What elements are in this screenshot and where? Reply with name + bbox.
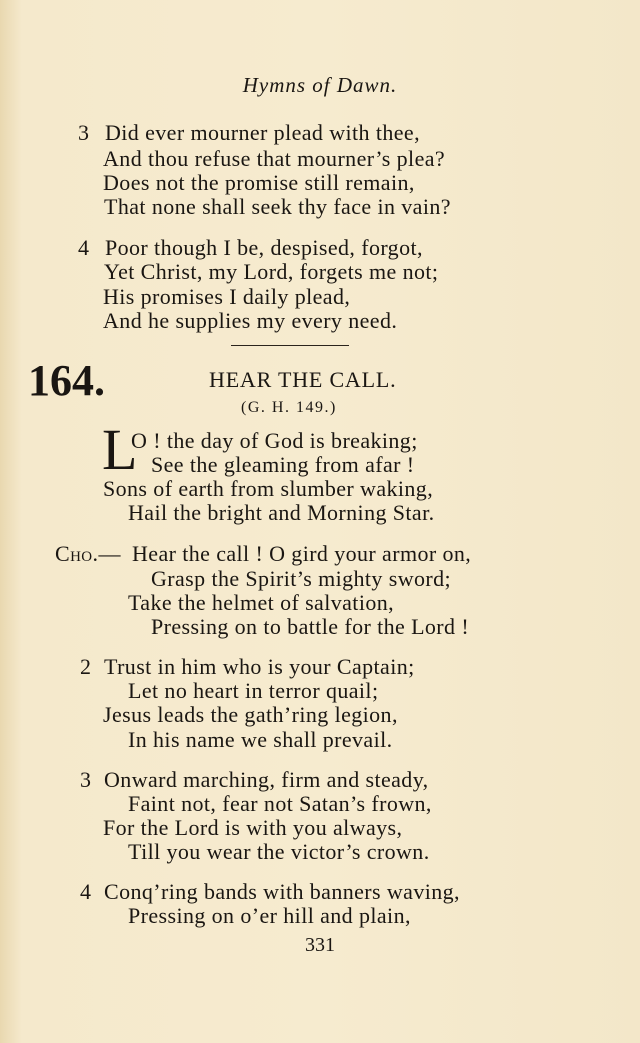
verse-number: 4 bbox=[80, 879, 91, 904]
verse-line: And he supplies my every need. bbox=[103, 308, 398, 333]
verse-line: Poor though I be, despised, forgot, bbox=[105, 235, 423, 260]
verse-line: For the Lord is with you always, bbox=[103, 815, 403, 840]
verse-line: Did ever mourner plead with thee, bbox=[105, 120, 420, 145]
verse-line: Onward marching, firm and steady, bbox=[104, 767, 429, 792]
verse-number: 4 bbox=[78, 235, 89, 260]
verse-line: In his name we shall prevail. bbox=[128, 727, 393, 752]
verse-line: Till you wear the victor’s crown. bbox=[128, 839, 430, 864]
running-head: Hymns of Dawn. bbox=[242, 73, 398, 97]
verse-line: That none shall seek thy face in vain? bbox=[104, 194, 451, 219]
verse-number: 2 bbox=[80, 654, 91, 679]
verse-line: And thou refuse that mourner’s plea? bbox=[103, 146, 446, 171]
verse-line: Hail the bright and Morning Star. bbox=[128, 500, 435, 525]
verse-line: See the gleaming from afar ! bbox=[151, 452, 415, 477]
hymn-title: HEAR THE CALL. bbox=[209, 367, 397, 392]
verse-line: Faint not, fear not Satan’s frown, bbox=[128, 791, 432, 816]
verse-line: Let no heart in terror quail; bbox=[128, 678, 379, 703]
section-divider bbox=[231, 345, 349, 346]
verse-line: Sons of earth from slumber waking, bbox=[103, 476, 434, 501]
verse-line: O ! the day of God is breaking; bbox=[131, 428, 418, 453]
verse-line: Trust in him who is your Captain; bbox=[104, 654, 415, 679]
verse-line: Jesus leads the gath’ring legion, bbox=[103, 702, 398, 727]
verse-number: 3 bbox=[80, 767, 91, 792]
verse-line: Yet Christ, my Lord, forgets me not; bbox=[104, 259, 439, 284]
chorus-line: Take the helmet of salvation, bbox=[128, 590, 395, 615]
verse-line: Does not the promise still remain, bbox=[103, 170, 415, 195]
chorus-line: Pressing on to battle for the Lord ! bbox=[151, 614, 470, 639]
verse-line: Pressing on o’er hill and plain, bbox=[128, 903, 411, 928]
verse-number: 3 bbox=[78, 120, 89, 145]
page-number: 331 bbox=[305, 934, 335, 956]
chorus-line: Hear the call ! O gird your armor on, bbox=[132, 541, 472, 566]
chorus-label: Cho.— bbox=[55, 541, 121, 566]
chorus-line: Grasp the Spirit’s mighty sword; bbox=[151, 566, 452, 591]
drop-cap: L bbox=[102, 417, 138, 482]
hymn-number: 164. bbox=[28, 356, 105, 405]
tune-reference: (G. H. 149.) bbox=[241, 399, 337, 416]
verse-line: His promises I daily plead, bbox=[103, 284, 351, 309]
verse-line: Conq’ring bands with banners waving, bbox=[104, 879, 460, 904]
